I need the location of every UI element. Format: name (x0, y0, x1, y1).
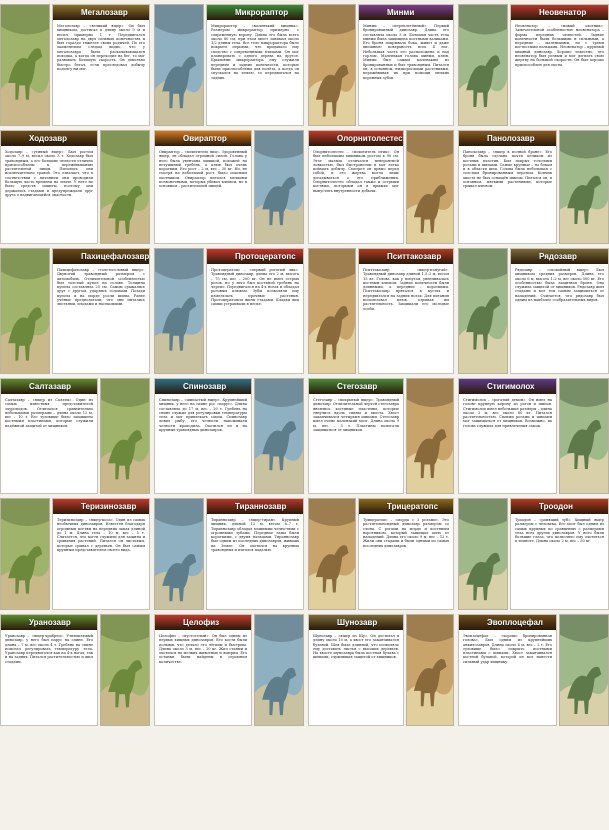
card-text-panel (358, 4, 454, 126)
card-description: Шунозавр – «ящер из Шу». Он достигал в длину около 10 м, а хвост его заканчивался булавой. Шея была длинной, что позволяло ему доставать листья с высоких деревьев. На хвосте шунозавра была костная булава с шипами, служившая защитой от хищников. (313, 634, 399, 660)
card-title: Неовенатор (511, 5, 608, 20)
dinosaur-illustration (458, 498, 508, 610)
card-title: Теризинозавр (53, 499, 149, 514)
card-title: Пахицефалозавр (53, 249, 149, 264)
dinosaur-illustration (254, 378, 304, 494)
dino-card (0, 378, 150, 494)
card-title: Стигимолох (459, 379, 556, 394)
dinosaur-illustration (458, 4, 508, 126)
dino-card (308, 614, 454, 726)
dino-card (308, 248, 454, 374)
dinosaur-illustration (100, 614, 150, 726)
dino-card (458, 130, 609, 244)
card-text-panel (206, 4, 304, 126)
card-description: Эвоплоцефал – «хорошо бронированная голова». Был одним из крупнейших анкилозавров. Длина около 6 м, вес – 2 т. Его туловище было покрыто костными пластинами с шипами. Хвост заканчивался костной булавой, которой он мог нанести сильный удар хищнику. (463, 634, 552, 664)
dinosaur-illustration (154, 248, 204, 374)
card-title: Спинозавр (155, 379, 251, 394)
card-description: Неовенатор – «новый охотник». Замечательной особенностью неовенатора – форма передних челюстей. Задние конечности были большими и сильными, а передние – маленькими, но с тремя когтистыми пальцами. Неовенатор – крупный хищный динозавр. Хорошо известно, что неовенатор был резвым и мог догнать свою жертву на большой скорости. Он был хорошо приспособлен для охоты. (515, 24, 604, 67)
card-text-panel (458, 130, 557, 244)
card-title: Рядозавр (511, 249, 608, 264)
card-title: Салтазавр (1, 379, 97, 394)
card-description: Троодон – «ранящий зуб». Хищный ящер размером с человека. Его мозг был одним из самых крупных по сравнению с размерами тела всех других динозавров. У него были большие глаза, что позволяло ему охотиться в темноте. Длина около 2 м, вес – 50 кг. (515, 518, 604, 544)
dinosaur-illustration (406, 614, 454, 726)
card-text-panel (458, 614, 557, 726)
card-title: Целофиз (155, 615, 251, 630)
dino-card (308, 4, 454, 126)
card-title: Эвоплоцефал (459, 615, 556, 630)
dino-card (154, 4, 304, 126)
card-title: Мегалозавр (53, 5, 149, 20)
card-title: Микрораптор (207, 5, 303, 20)
card-text-panel (0, 130, 98, 244)
dino-card (458, 4, 609, 126)
card-text-panel (206, 248, 304, 374)
card-text-panel (308, 614, 404, 726)
card-text-panel (358, 498, 454, 610)
card-description: Пахицефалозавр – «толстоголовый ящер». Двуногий травоядный размером с автомобиль. Отличительной особенностью был толстый купол на голове. Толщина купола составляла 25 см. Самцы сражались друг с другом, ударяясь головами. Позади купола и на морде росли шипы. Ранее учёные предполагали, что они питались листьями, плодами и насекомыми. (57, 268, 145, 307)
card-text-panel (52, 498, 150, 610)
card-text-panel (206, 498, 304, 610)
card-description: Ходозавр – «утиный ящер». Был ростом около 7–9 м, весил около 3 т. Ходозавр был травоядным, а его большие челюсти отлично приспособлены к пережёвыванию растительной пищи. Питались они исключительно травой. Это означает, что в соответствии с питанием они проводили большую часть времени на земле. У него не было средств защиты, поэтому они держались стадами и предупреждали друг друга о надвигающейся опасности. (5, 150, 93, 197)
dino-card (154, 130, 304, 244)
dinosaur-illustration (154, 498, 204, 610)
card-text-panel (154, 614, 252, 726)
dinosaur-illustration (406, 130, 454, 244)
card-text-panel (0, 378, 98, 494)
dinosaur-illustration (559, 130, 609, 244)
card-text-panel (510, 4, 609, 126)
card-description: Микрораптор – «маленький хищник». Размером микрораптор примерно с современную ворону. Длина его была всего около 80 см, при этом хвост занимал около 1/2 длины тела. Все тело микрораптора было покрыто перьями, что придавало ему сходство с современными птицами. Он мог планировать с одного дерева на другое. Крыльями микрораптора ему служили передние и задние конечности, которые были приспособлены для полёта, а когда он спускался на землю, то передвигался на задних. (211, 24, 299, 80)
dino-card (0, 130, 150, 244)
card-text-panel (358, 248, 454, 374)
card-description: Овираптор – «похититель яиц». Здоровенный ящер, он обладал огромной силой. Голова у него была увенчана шишкой, похожей на петушиный гребень, а клюв был очень коротким. Его рост – 2 м, вес – 30 кг. Но, не смотря на небольшой рост, было опасным охотником. Овираптор питался мелкими позвоночными, которых убивал клювом, но в основном – растительной пищей. (159, 150, 247, 189)
card-description: Рядозавр – «спокойный ящер». Был хищником средних размеров. Длина его около 6 м, высота 1–2 м, вес около 500 кг. Его особенностью была защитная броня. Она служила защитой от хищников. Рядозавр жил стадами и мог тем самым защищаться от нападений. Считается, что рядозавр был одним из наиболее сообразительных видов. (515, 268, 604, 303)
card-title: Пситтакозавр (359, 249, 453, 264)
dino-card (458, 378, 609, 494)
card-title: Олорнитолестес (309, 131, 403, 146)
dinosaur-illustration (254, 130, 304, 244)
card-description: Уранозавр – «ящер-храбрец». Утиноклювый динозавр, у него был парус на спине. Его длина – 7 м, вес около 4 т. Гребень на спине помогал регулировать температуру тела. Уранозавр передвигался как на 4-х ногах, так и на задних. Питался растительностью и жил стадами. (5, 634, 93, 664)
card-text-panel (52, 248, 150, 374)
dino-card (458, 614, 609, 726)
card-text-panel (510, 248, 609, 374)
card-title: Стегозавр (309, 379, 403, 394)
card-title: Тираннозавр (207, 499, 303, 514)
card-text-panel (308, 378, 404, 494)
card-description: Тираннозавр – «ящер-тиран». Крупный хищник, длиной 12 м, весом 6–7 т. Тираннозавр обладал мощными челюстями с огромными зубами. Передние лапы были короткими, с двумя пальцами. Тираннозавр был одним из последних динозавров, живших на Земле. Он охотился на крупных травоядных и питался падалью. (211, 518, 299, 553)
dino-card (308, 130, 454, 244)
dinosaur-illustration (559, 378, 609, 494)
card-description: Трицератопс – «морда с 3 рогами». Это растительноядный динозавр размером со слона. С рогами на морде и костяным воротником, который защищал шею от нападений. Длина его около 9 м, вес – 12 т. Жили они стадами и были одними из самых последних динозавров. (363, 518, 449, 548)
card-title: Протоцератопс (207, 249, 303, 264)
dinosaur-illustration (0, 4, 50, 126)
card-description: Минми – «переплетённый». Первый бронированный динозавр. Длина его составляла около 3 м. Большая часть тела минми была защищена костными валиками. Его броня покрывала бока, живот и даже внешнюю поверхность всех 4 ног. Небольшая часть его расположена и над горлом. Маленькая голова минми, клюв. Минми был самым маленьким из бронированных и был травоядным. Питался он, в основном, низкорослыми растениями, пережёвывая их при помощи мелких коренных зубов. (363, 24, 449, 80)
dino-card (308, 498, 454, 610)
dinosaur-illustration (0, 498, 50, 610)
dino-card (0, 248, 150, 374)
dinosaur-illustration (254, 614, 304, 726)
dino-card (154, 614, 304, 726)
dino-card (458, 498, 609, 610)
card-title: Уранозавр (1, 615, 97, 630)
card-text-panel (154, 378, 252, 494)
card-description: Спинозавр – «шипастый ящер». Крупнейший хищник, у него на спине рос «парус». Длина составляла до 17 м, вес – 20 т. Гребень на спине служил для регулировки температуры тела и мог привлекать самок. Спинозавр ловил рыбу, его челюсти напоминали челюсти крокодила. Охотился он и на крупных травоядных динозавров. (159, 398, 247, 433)
card-title: Овираптор (155, 131, 251, 146)
card-description: Панолозавр – «ящер в полной броне». Его броня была сделана почти целиком из костных пластин. Был покрыт толстыми рогами и шипами. Самые крупные – по бокам и в области шеи. Голова была небольшая с толстым бронированным черепом. Кончик хвоста не был оснащён шипом. Питался он, в основном, мягкими растениями, которые срывал клювом. (463, 150, 552, 189)
card-description: Пситтакозавр – «ящер-попугай». Травоядный динозавр длиной 1,5–2 м, весом 15 кг. Голова, как у попугая, увенчивалась костным клювом. Задние конечности были длинными, а передние – короткими. Пситтакозавр прятался в кустах и передвигался на задних ногах. Для питания использовал клюв, отрывая им растительность. Защищали его молодые особи. (363, 268, 449, 311)
dinosaur-illustration (154, 4, 204, 126)
card-description: Протоцератопс – «первый рогатый лик». Травоядный динозавр, длина его 2 м, высота – 75 см, вес – 200 кг. Он не имел острых рогов, но у него был костяной гребень на черепе. Передвигался на 4-х ногах и обладал роговым клювом. Зубы позволяли ему измельчать прочные растения. Протоцератопсы жили стадами. Кладки яиц самки устраивали в песке. (211, 268, 299, 307)
card-title: Шунозавр (309, 615, 403, 630)
card-text-panel (52, 4, 150, 126)
dinosaur-illustration (458, 248, 508, 374)
dino-card (154, 378, 304, 494)
card-description: Целофиз – «пустотелый». Он был одним из первых хищных динозавров. Его кости были полыми, что делало его лёгким и быстрым. Длина около 3 м, вес – 20 кг. Жил стаями и охотился на мелких животных и ящериц. Его останки были найдены в огромном количестве. (159, 634, 247, 664)
card-description: Стегозавр – «покрытый ящер». Травоядный динозавр. Отличительной чертой стегозавра являлись костяные пластины, которые тянулись вдоль спины и хвоста. Хвост заканчивался четырьмя шипами. Стегозавр имел очень маленький мозг. Длина около 9 м, вес – 5 т. Пластины помогали защищаться от хищников. (313, 398, 399, 433)
card-text-panel (308, 130, 404, 244)
dino-card (0, 614, 150, 726)
dinosaur-illustration (559, 614, 609, 726)
card-description: Салтазавр – «ящер из Сальты». Один из самых известных представителей зауроподов. Отличался сравнительно небольшими размерами – длина около 12 м, вес – 10 т. Его туловище было защищено костными пластинами, которые служили надёжной защитой от хищников. (5, 398, 93, 428)
dino-card (154, 248, 304, 374)
dino-card (458, 248, 609, 374)
card-text-panel (154, 130, 252, 244)
card-description: Теризинозавр – «ящер-коса». Один из самых необычных динозавров. Известен благодаря огромным когтям на передних лапах длиной до 1 м. Длина тела – 10 м, вес – 5 т. Считается, что когти служили для защиты и срывания растений. Питался он листьями, которые срывал с деревьев. Он был самым крупным представителем своего вида. (57, 518, 145, 553)
card-title: Панолозавр (459, 131, 556, 146)
dino-card (154, 498, 304, 610)
dinosaur-illustration (0, 248, 50, 374)
card-title: Троодон (511, 499, 608, 514)
card-description: Стигимолох – «рогатый демон». Он имел на голове крупную корону из рогов и шипов. Стигимолох имел небольшие размеры – длина около 2 м, вес около 80 кг. Питался растительностью. Своими рогами и шипами мог защищаться от хищников. Возможно, их голова служила для привлечения самок. (463, 398, 552, 428)
dinosaur-illustration (308, 4, 356, 126)
dinosaur-illustration (100, 130, 150, 244)
card-text-panel (510, 498, 609, 610)
dino-card (0, 4, 150, 126)
card-title: Минми (359, 5, 453, 20)
dinosaur-illustration (308, 248, 356, 374)
card-text-panel (458, 378, 557, 494)
dino-card (308, 378, 454, 494)
card-description: Олорнитолестес – «похититель птиц». Он был небольшим хищником ростом в 90 см. Этот малыш отличался невероятной ловкостью, был быстроногим и мог легко поймать добычу. Смотрел он прямо перед собой, и его жертва могла лишь догадываться о его приближении. Олорнитолестес обладал также и острыми когтями, которыми он в прыжке мог выпустить внутренности добычи. (313, 150, 399, 193)
dino-card (0, 498, 150, 610)
dinosaur-illustration (406, 378, 454, 494)
card-title: Трицератопс (359, 499, 453, 514)
dinosaur-illustration (100, 378, 150, 494)
card-description: Мегалозавр – «великий ящер». Он был хищником, достигал в длину около 9 м и весил примерно 1 т. Передвигался мегалозавр на двух сильных конечностях и был гораздо тяжелее своих родичей. По его окаменелым следам видно, что у мегалозавра была раскачивающаяся походка, а когда он переходил на бег, то мог развивать большую скорость. Он довольно быстро бегал, если преследовал добычу подолгу ни мог. (57, 24, 145, 71)
dinosaur-illustration (308, 498, 356, 610)
card-title: Ходозавр (1, 131, 97, 146)
card-text-panel (0, 614, 98, 726)
